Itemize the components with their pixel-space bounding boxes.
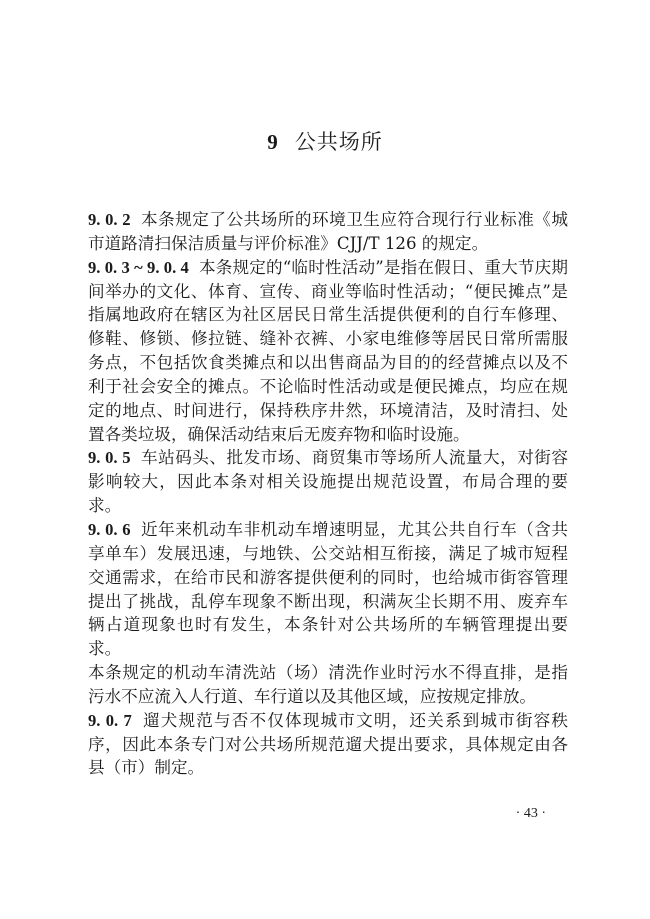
clause-number: 9. 0. 5 (88, 448, 131, 468)
clause-text: 本条规定了公共场所的环境卫生应符合现行行业标准《城市道路清扫保洁质量与评价标准》CJJ/T 126 的规定。 (88, 210, 569, 253)
page-number: · 43 · (515, 806, 546, 821)
clause-9-0-6-continuation (88, 661, 568, 709)
clause-9-0-6 (88, 518, 568, 661)
clause-9-0-5 (88, 446, 568, 518)
clause-text: 车站码头、批发市场、商贸集市等场所人流量大，对街容影响较大，因此本条对相关设施提出规范设置，布局合理的要求。 (88, 448, 569, 516)
clause-number: 9. 0. 7 (88, 710, 132, 730)
clause-text: 遛犬规范与否不仅体现城市文明，还关系到城市街容秩序，因此本条专门对公共场所规范遛犬提出要求，具体规定由各县（市）制定。 (88, 710, 568, 778)
clause-number: 9. 0. 3 ~ 9. 0. 4 (88, 257, 189, 277)
clause-number: 9. 0. 2 (88, 210, 131, 229)
clause-text: 本条规定的“临时性活动”是指在假日、重大节庆期间举办的文化、体育、宣传、商业等临时性活动；“便民摊点”是指属地政府在辖区为社区居民日常生活提供便利的自行车修理、修鞋、修锁、修拉链、缝补衣裤、小家电维修等居民日常所需服务点，不包括饮食类摊点和以出售商品为目的的经营摊点以及不利于社会安全的摊点。不论临时性活动或是便民摊点，均应在规定的地点、时间进行，保持秩序井然，环境清洁，及时清扫、处置各类垃圾，确保活动结束后无废弃物和临时设施。 (88, 257, 568, 444)
chapter-number: 9 (267, 130, 279, 154)
body-content (88, 208, 568, 780)
clause-9-0-7 (88, 709, 568, 781)
clause-9-0-2 (88, 208, 568, 256)
chapter-title-text: 公共场所 (294, 130, 383, 154)
clause-continuation-text: 本条规定的机动车清洗站（场）清洗作业时污水不得直排，是指污水不应流入人行道、车行道以及其他区域，应按规定排放。 (88, 663, 568, 706)
clause-text: 近年来机动车非机动车增速明显，尤其公共自行车（含共享单车）发展迅速，与地铁、公交站相互衔接，满足了城市短程交通需求，在给市民和游客提供便利的同时，也给城市街容管理提出了挑战，乱停车现象不断出现，积满灰尘长期不用、废弃车辆占道现象也时有发生，本条针对公共场所的车辆管理提出要求。 (88, 519, 569, 659)
clause-9-0-3-9-0-4 (88, 256, 568, 447)
chapter-title (0, 127, 650, 157)
clause-number: 9. 0. 6 (88, 519, 131, 539)
